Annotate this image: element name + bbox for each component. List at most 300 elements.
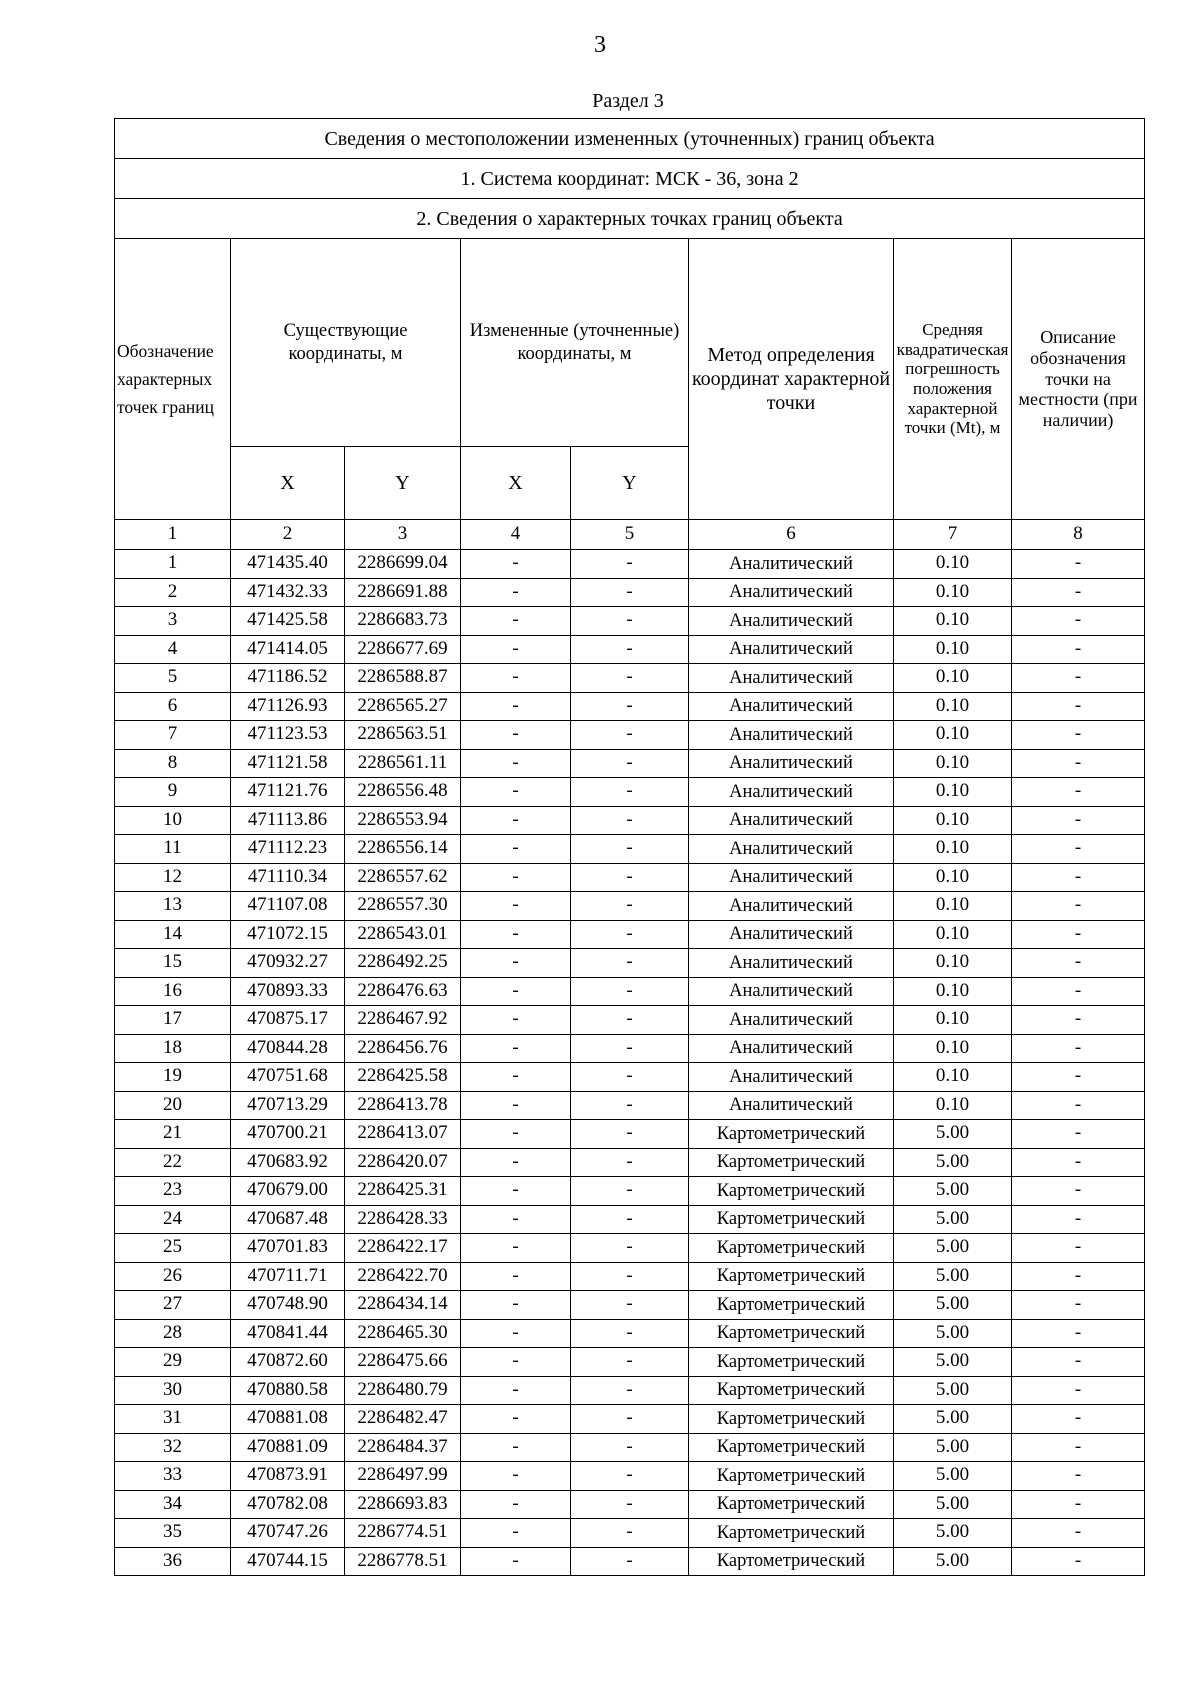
table-title: Сведения о местоположении измененных (уточненных) границ объекта: [115, 119, 1145, 159]
description-cell: -: [1012, 635, 1145, 664]
changed-y-cell: -: [571, 664, 689, 693]
description-cell: -: [1012, 806, 1145, 835]
column-number: 7: [894, 520, 1012, 550]
point-number-cell: 8: [115, 749, 231, 778]
changed-x-cell: -: [461, 892, 571, 921]
column-number: 5: [571, 520, 689, 550]
mean-error-cell: 5.00: [894, 1120, 1012, 1149]
header-description: Описание обозначения точки на местности (при наличии): [1012, 239, 1145, 520]
mean-error-cell: 5.00: [894, 1205, 1012, 1234]
section-title: Раздел 3: [592, 90, 664, 112]
mean-error-cell: 5.00: [894, 1319, 1012, 1348]
changed-x-cell: -: [461, 806, 571, 835]
header-y-existing: Y: [345, 447, 461, 520]
changed-y-cell: -: [571, 721, 689, 750]
existing-x-cell: 470844.28: [231, 1034, 345, 1063]
method-cell: Аналитический: [689, 892, 894, 921]
point-number-cell: 23: [115, 1177, 231, 1206]
changed-x-cell: -: [461, 920, 571, 949]
existing-x-cell: 470748.90: [231, 1291, 345, 1320]
table-row: [115, 1034, 1145, 1063]
table-row: [115, 1547, 1145, 1576]
existing-y-cell: 2286475.66: [345, 1348, 461, 1377]
mean-error-cell: 0.10: [894, 578, 1012, 607]
changed-y-cell: -: [571, 1519, 689, 1548]
existing-x-cell: 471186.52: [231, 664, 345, 693]
existing-y-cell: 2286774.51: [345, 1519, 461, 1548]
existing-x-cell: 470701.83: [231, 1234, 345, 1263]
existing-y-cell: 2286557.30: [345, 892, 461, 921]
method-cell: Аналитический: [689, 1034, 894, 1063]
method-cell: Аналитический: [689, 578, 894, 607]
description-cell: -: [1012, 1490, 1145, 1519]
changed-x-cell: -: [461, 1405, 571, 1434]
description-cell: -: [1012, 1405, 1145, 1434]
changed-y-cell: -: [571, 749, 689, 778]
table-row: [115, 806, 1145, 835]
method-cell: Аналитический: [689, 949, 894, 978]
mean-error-cell: 0.10: [894, 1063, 1012, 1092]
changed-y-cell: -: [571, 1405, 689, 1434]
description-cell: -: [1012, 607, 1145, 636]
changed-x-cell: -: [461, 1348, 571, 1377]
existing-y-cell: 2286480.79: [345, 1376, 461, 1405]
description-cell: -: [1012, 892, 1145, 921]
changed-x-cell: -: [461, 1006, 571, 1035]
existing-x-cell: 471432.33: [231, 578, 345, 607]
changed-y-cell: -: [571, 1376, 689, 1405]
point-number-cell: 32: [115, 1433, 231, 1462]
column-number: 4: [461, 520, 571, 550]
mean-error-cell: 5.00: [894, 1547, 1012, 1576]
method-cell: Аналитический: [689, 835, 894, 864]
point-number-cell: 1: [115, 550, 231, 579]
method-cell: Аналитический: [689, 1063, 894, 1092]
point-number-cell: 17: [115, 1006, 231, 1035]
mean-error-cell: 0.10: [894, 977, 1012, 1006]
changed-x-cell: -: [461, 721, 571, 750]
point-number-cell: 33: [115, 1462, 231, 1491]
changed-y-cell: -: [571, 1205, 689, 1234]
method-cell: Картометрический: [689, 1405, 894, 1434]
changed-y-cell: -: [571, 607, 689, 636]
mean-error-cell: 0.10: [894, 664, 1012, 693]
column-number: 2: [231, 520, 345, 550]
existing-x-cell: 470747.26: [231, 1519, 345, 1548]
description-cell: -: [1012, 1519, 1145, 1548]
method-cell: Аналитический: [689, 778, 894, 807]
existing-x-cell: 471110.34: [231, 863, 345, 892]
existing-y-cell: 2286553.94: [345, 806, 461, 835]
mean-error-cell: 5.00: [894, 1348, 1012, 1377]
point-number-cell: 27: [115, 1291, 231, 1320]
existing-y-cell: 2286588.87: [345, 664, 461, 693]
table-row: [115, 835, 1145, 864]
point-number-cell: 7: [115, 721, 231, 750]
point-number-cell: 28: [115, 1319, 231, 1348]
point-number-cell: 30: [115, 1376, 231, 1405]
changed-x-cell: -: [461, 1519, 571, 1548]
table-row: [115, 1091, 1145, 1120]
mean-error-cell: 5.00: [894, 1148, 1012, 1177]
changed-x-cell: -: [461, 1234, 571, 1263]
table-row: [115, 892, 1145, 921]
existing-y-cell: 2286420.07: [345, 1148, 461, 1177]
mean-error-cell: 5.00: [894, 1291, 1012, 1320]
method-cell: Аналитический: [689, 550, 894, 579]
changed-y-cell: -: [571, 892, 689, 921]
table-row: [115, 1348, 1145, 1377]
existing-x-cell: 471126.93: [231, 692, 345, 721]
existing-x-cell: 470872.60: [231, 1348, 345, 1377]
column-number: 6: [689, 520, 894, 550]
table-row: [115, 1376, 1145, 1405]
changed-y-cell: -: [571, 1148, 689, 1177]
changed-x-cell: -: [461, 1319, 571, 1348]
changed-y-cell: -: [571, 1262, 689, 1291]
point-number-cell: 19: [115, 1063, 231, 1092]
description-cell: -: [1012, 920, 1145, 949]
changed-x-cell: -: [461, 1034, 571, 1063]
mean-error-cell: 5.00: [894, 1177, 1012, 1206]
existing-x-cell: 470782.08: [231, 1490, 345, 1519]
table-row: [115, 1319, 1145, 1348]
method-cell: Аналитический: [689, 664, 894, 693]
changed-y-cell: -: [571, 806, 689, 835]
changed-y-cell: -: [571, 1034, 689, 1063]
table-row: [115, 778, 1145, 807]
table-row: [115, 1063, 1145, 1092]
existing-y-cell: 2286683.73: [345, 607, 461, 636]
method-cell: Картометрический: [689, 1319, 894, 1348]
changed-y-cell: -: [571, 1319, 689, 1348]
description-cell: -: [1012, 1291, 1145, 1320]
existing-y-cell: 2286422.17: [345, 1234, 461, 1263]
changed-y-cell: -: [571, 1120, 689, 1149]
changed-y-cell: -: [571, 1348, 689, 1377]
table-row: [115, 1148, 1145, 1177]
table-row: [115, 664, 1145, 693]
description-cell: -: [1012, 1547, 1145, 1576]
changed-y-cell: -: [571, 863, 689, 892]
changed-x-cell: -: [461, 1063, 571, 1092]
existing-x-cell: 471425.58: [231, 607, 345, 636]
table-row: [115, 1405, 1145, 1434]
table-row: [115, 721, 1145, 750]
changed-y-cell: -: [571, 578, 689, 607]
existing-y-cell: 2286422.70: [345, 1262, 461, 1291]
mean-error-cell: 0.10: [894, 835, 1012, 864]
existing-x-cell: 470679.00: [231, 1177, 345, 1206]
method-cell: Картометрический: [689, 1462, 894, 1491]
point-number-cell: 22: [115, 1148, 231, 1177]
table-row: [115, 1291, 1145, 1320]
description-cell: -: [1012, 778, 1145, 807]
description-cell: -: [1012, 1319, 1145, 1348]
changed-y-cell: -: [571, 1291, 689, 1320]
description-cell: -: [1012, 977, 1145, 1006]
point-number-cell: 36: [115, 1547, 231, 1576]
existing-y-cell: 2286561.11: [345, 749, 461, 778]
changed-y-cell: -: [571, 1490, 689, 1519]
method-cell: Аналитический: [689, 692, 894, 721]
method-cell: Аналитический: [689, 749, 894, 778]
method-cell: Картометрический: [689, 1234, 894, 1263]
table-row: [115, 692, 1145, 721]
existing-y-cell: 2286425.58: [345, 1063, 461, 1092]
point-number-cell: 35: [115, 1519, 231, 1548]
changed-y-cell: -: [571, 1177, 689, 1206]
point-number-cell: 18: [115, 1034, 231, 1063]
point-number-cell: 14: [115, 920, 231, 949]
changed-x-cell: -: [461, 1091, 571, 1120]
description-cell: -: [1012, 1205, 1145, 1234]
existing-y-cell: 2286476.63: [345, 977, 461, 1006]
table-row: [115, 1262, 1145, 1291]
method-cell: Картометрический: [689, 1148, 894, 1177]
changed-y-cell: -: [571, 1462, 689, 1491]
table-row: [115, 949, 1145, 978]
table-row: [115, 607, 1145, 636]
changed-y-cell: -: [571, 635, 689, 664]
existing-x-cell: 470880.58: [231, 1376, 345, 1405]
changed-y-cell: -: [571, 1547, 689, 1576]
changed-x-cell: -: [461, 977, 571, 1006]
description-cell: -: [1012, 1262, 1145, 1291]
method-cell: Картометрический: [689, 1490, 894, 1519]
method-cell: Аналитический: [689, 1091, 894, 1120]
point-number-cell: 12: [115, 863, 231, 892]
mean-error-cell: 5.00: [894, 1262, 1012, 1291]
method-cell: Картометрический: [689, 1120, 894, 1149]
description-cell: -: [1012, 749, 1145, 778]
mean-error-cell: 5.00: [894, 1405, 1012, 1434]
existing-y-cell: 2286413.07: [345, 1120, 461, 1149]
point-number-cell: 25: [115, 1234, 231, 1263]
point-number-cell: 29: [115, 1348, 231, 1377]
description-cell: -: [1012, 1462, 1145, 1491]
changed-x-cell: -: [461, 835, 571, 864]
table-row: [115, 1519, 1145, 1548]
point-number-cell: 16: [115, 977, 231, 1006]
mean-error-cell: 0.10: [894, 1006, 1012, 1035]
existing-x-cell: 471121.76: [231, 778, 345, 807]
table-row: [115, 1177, 1145, 1206]
method-cell: Аналитический: [689, 977, 894, 1006]
point-number-cell: 20: [115, 1091, 231, 1120]
point-number-cell: 2: [115, 578, 231, 607]
changed-x-cell: -: [461, 1376, 571, 1405]
point-number-cell: 11: [115, 835, 231, 864]
points-title: 2. Сведения о характерных точках границ объекта: [115, 199, 1145, 239]
description-cell: -: [1012, 1006, 1145, 1035]
method-cell: Картометрический: [689, 1433, 894, 1462]
table-row: [115, 550, 1145, 579]
existing-y-cell: 2286484.37: [345, 1433, 461, 1462]
point-number-cell: 5: [115, 664, 231, 693]
changed-x-cell: -: [461, 607, 571, 636]
existing-y-cell: 2286565.27: [345, 692, 461, 721]
existing-x-cell: 470713.29: [231, 1091, 345, 1120]
existing-y-cell: 2286482.47: [345, 1405, 461, 1434]
description-cell: -: [1012, 1091, 1145, 1120]
existing-y-cell: 2286467.92: [345, 1006, 461, 1035]
existing-x-cell: 470700.21: [231, 1120, 345, 1149]
header-existing-coords: Существующие координаты, м: [231, 239, 461, 447]
mean-error-cell: 0.10: [894, 778, 1012, 807]
table-row: [115, 1234, 1145, 1263]
mean-error-cell: 0.10: [894, 806, 1012, 835]
existing-y-cell: 2286693.83: [345, 1490, 461, 1519]
existing-y-cell: 2286456.76: [345, 1034, 461, 1063]
existing-y-cell: 2286691.88: [345, 578, 461, 607]
mean-error-cell: 0.10: [894, 635, 1012, 664]
method-cell: Картометрический: [689, 1348, 894, 1377]
description-cell: -: [1012, 1348, 1145, 1377]
point-number-cell: 6: [115, 692, 231, 721]
mean-error-cell: 0.10: [894, 920, 1012, 949]
existing-x-cell: 470687.48: [231, 1205, 345, 1234]
method-cell: Картометрический: [689, 1177, 894, 1206]
header-x-changed: X: [461, 447, 571, 520]
existing-x-cell: 470751.68: [231, 1063, 345, 1092]
changed-x-cell: -: [461, 1205, 571, 1234]
method-cell: Аналитический: [689, 806, 894, 835]
changed-y-cell: -: [571, 1433, 689, 1462]
changed-x-cell: -: [461, 578, 571, 607]
existing-y-cell: 2286543.01: [345, 920, 461, 949]
existing-y-cell: 2286492.25: [345, 949, 461, 978]
existing-y-cell: 2286677.69: [345, 635, 461, 664]
method-cell: Картометрический: [689, 1519, 894, 1548]
mean-error-cell: 5.00: [894, 1234, 1012, 1263]
table-row: [115, 1006, 1145, 1035]
existing-x-cell: 470881.09: [231, 1433, 345, 1462]
mean-error-cell: 0.10: [894, 892, 1012, 921]
existing-x-cell: 470881.08: [231, 1405, 345, 1434]
page-number: 3: [594, 32, 606, 58]
changed-x-cell: -: [461, 749, 571, 778]
existing-x-cell: 470744.15: [231, 1547, 345, 1576]
changed-x-cell: -: [461, 692, 571, 721]
mean-error-cell: 0.10: [894, 550, 1012, 579]
description-cell: -: [1012, 721, 1145, 750]
changed-x-cell: -: [461, 1433, 571, 1462]
point-number-cell: 24: [115, 1205, 231, 1234]
point-number-cell: 21: [115, 1120, 231, 1149]
changed-y-cell: -: [571, 1006, 689, 1035]
description-cell: -: [1012, 1034, 1145, 1063]
existing-x-cell: 470841.44: [231, 1319, 345, 1348]
mean-error-cell: 5.00: [894, 1519, 1012, 1548]
mean-error-cell: 5.00: [894, 1490, 1012, 1519]
description-cell: -: [1012, 692, 1145, 721]
changed-x-cell: -: [461, 635, 571, 664]
mean-error-cell: 0.10: [894, 607, 1012, 636]
point-number-cell: 4: [115, 635, 231, 664]
point-number-cell: 26: [115, 1262, 231, 1291]
existing-x-cell: 471112.23: [231, 835, 345, 864]
description-cell: -: [1012, 664, 1145, 693]
description-cell: -: [1012, 1376, 1145, 1405]
column-numbers-row: [115, 520, 1145, 550]
changed-y-cell: -: [571, 550, 689, 579]
description-cell: -: [1012, 1177, 1145, 1206]
existing-y-cell: 2286497.99: [345, 1462, 461, 1491]
existing-x-cell: 471072.15: [231, 920, 345, 949]
existing-x-cell: 471107.08: [231, 892, 345, 921]
method-cell: Аналитический: [689, 635, 894, 664]
changed-y-cell: -: [571, 1091, 689, 1120]
mean-error-cell: 0.10: [894, 863, 1012, 892]
header-x-existing: X: [231, 447, 345, 520]
header-designation: Обозначение характерных точек границ: [115, 239, 231, 520]
changed-y-cell: -: [571, 835, 689, 864]
changed-x-cell: -: [461, 1177, 571, 1206]
mean-error-cell: 0.10: [894, 692, 1012, 721]
description-cell: -: [1012, 550, 1145, 579]
mean-error-cell: 5.00: [894, 1433, 1012, 1462]
header-y-changed: Y: [571, 447, 689, 520]
changed-x-cell: -: [461, 664, 571, 693]
existing-x-cell: 470875.17: [231, 1006, 345, 1035]
changed-x-cell: -: [461, 1120, 571, 1149]
table-row: [115, 1120, 1145, 1149]
mean-error-cell: 0.10: [894, 1091, 1012, 1120]
point-number-cell: 3: [115, 607, 231, 636]
existing-y-cell: 2286556.14: [345, 835, 461, 864]
mean-error-cell: 0.10: [894, 749, 1012, 778]
method-cell: Аналитический: [689, 1006, 894, 1035]
changed-y-cell: -: [571, 692, 689, 721]
table-row: [115, 977, 1145, 1006]
existing-x-cell: 470683.92: [231, 1148, 345, 1177]
existing-y-cell: 2286434.14: [345, 1291, 461, 1320]
changed-x-cell: -: [461, 1490, 571, 1519]
boundary-points-table: [114, 118, 1145, 1576]
changed-y-cell: -: [571, 977, 689, 1006]
changed-y-cell: -: [571, 949, 689, 978]
point-number-cell: 31: [115, 1405, 231, 1434]
method-cell: Картометрический: [689, 1291, 894, 1320]
method-cell: Картометрический: [689, 1205, 894, 1234]
existing-y-cell: 2286699.04: [345, 550, 461, 579]
table-row: [115, 1433, 1145, 1462]
existing-y-cell: 2286413.78: [345, 1091, 461, 1120]
table-row: [115, 635, 1145, 664]
existing-y-cell: 2286563.51: [345, 721, 461, 750]
point-number-cell: 9: [115, 778, 231, 807]
changed-x-cell: -: [461, 550, 571, 579]
changed-x-cell: -: [461, 1262, 571, 1291]
changed-x-cell: -: [461, 1148, 571, 1177]
coord-system: 1. Система координат: МСК - 36, зона 2: [115, 159, 1145, 199]
existing-x-cell: 470711.71: [231, 1262, 345, 1291]
mean-error-cell: 5.00: [894, 1462, 1012, 1491]
table-row: [115, 1490, 1145, 1519]
changed-y-cell: -: [571, 1063, 689, 1092]
method-cell: Аналитический: [689, 721, 894, 750]
method-cell: Картометрический: [689, 1262, 894, 1291]
description-cell: -: [1012, 1120, 1145, 1149]
header-changed-coords: Измененные (уточненные) координаты, м: [461, 239, 689, 447]
mean-error-cell: 0.10: [894, 949, 1012, 978]
existing-y-cell: 2286465.30: [345, 1319, 461, 1348]
table-row: [115, 578, 1145, 607]
existing-x-cell: 470873.91: [231, 1462, 345, 1491]
changed-y-cell: -: [571, 1234, 689, 1263]
point-number-cell: 34: [115, 1490, 231, 1519]
